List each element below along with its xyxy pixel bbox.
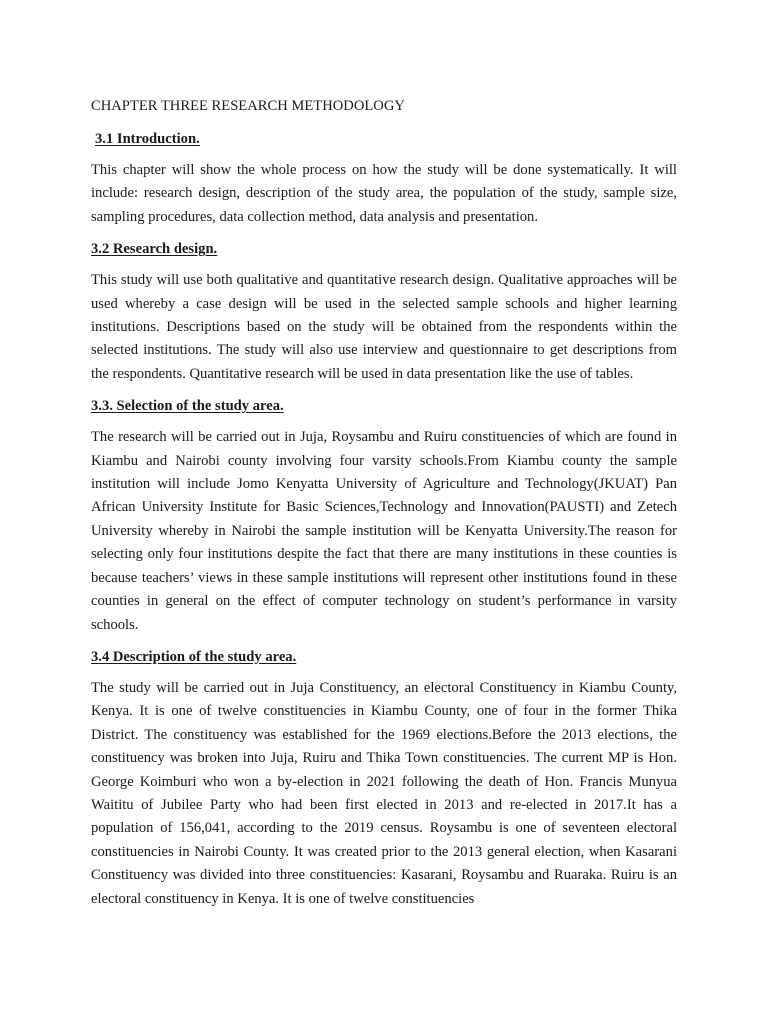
section-paragraph-research-design: This study will use both qualitative and quantitative research design. Qualitative approaches will be used whereby a case design will be used in the selected sample schools and higher learning institutions. Descriptions based on the study will be obtained from the respondents within the selected institutions. The study will also use interview and questionnaire to get descriptions from the respondents. Quantitative research will be used in data presentation like the use of tables. [91, 272, 677, 382]
chapter-title: CHAPTER THREE RESEARCH METHODOLOGY [91, 98, 405, 114]
section-paragraph-description-study-area: The study will be carried out in Juja Constituency, an electoral Constituency in Kiambu County, Kenya. It is one of twelve constituencies in Kiambu County, one of four in the former Thika District. The constituency was established for the 1969 elections.Before the 2013 elections, the constituency was broken into Juja, Ruiru and Thika Town constituencies. The current MP is Hon. George Koimburi who won a by-election in 2021 following the death of Hon. Francis Munyua Waititu of Jubilee Party who had been first elected in 2013 and re-elected in 2017.It has a population of 156,041, according to the 2019 census. Roysambu is one of seventeen electoral constituencies in Nairobi County. It was created prior to the 2013 general election, when Kasarani Constituency was divided into three constituencies: Kasarani, Roysambu and Ruaraka. Ruiru is an electoral constituency in Kenya. It is one of twelve constituencies [91, 679, 677, 907]
section-heading-research-design: 3.2 Research design. [91, 241, 218, 258]
section-paragraph-introduction: This chapter will show the whole process on how the study will be done systematically. It will include: research design, description of the study area, the population of the study, sample size, sampling procedures, data collection method, data analysis and presentation. [91, 162, 677, 225]
section-heading-selection-study-area: 3.3. Selection of the study area. [91, 398, 284, 415]
section-heading-description-study-area: 3.4 Description of the study area. [91, 648, 297, 665]
document-body [91, 96, 677, 921]
section-heading-introduction: 3.1 Introduction. [95, 131, 200, 147]
section-paragraph-selection-study-area: The research will be carried out in Juja, Roysambu and Ruiru constituencies of which are found in Kiambu and Nairobi county involving four varsity schools.From Kiambu county the sample institution will include Jomo Kenyatta University of Agriculture and Technology(JKUAT) Pan African University Institute for Basic Sciences,Technology and Innovation(PAUSTI) and Zetech University whereby in Nairobi the sample institution will be Kenyatta University.The reason for selecting only four institutions despite the fact that there are many institutions in these counties is because teachers’ views in these sample institutions will represent other institutions found in these counties in general on the effect of computer technology on student’s performance in varsity schools. [91, 429, 677, 633]
